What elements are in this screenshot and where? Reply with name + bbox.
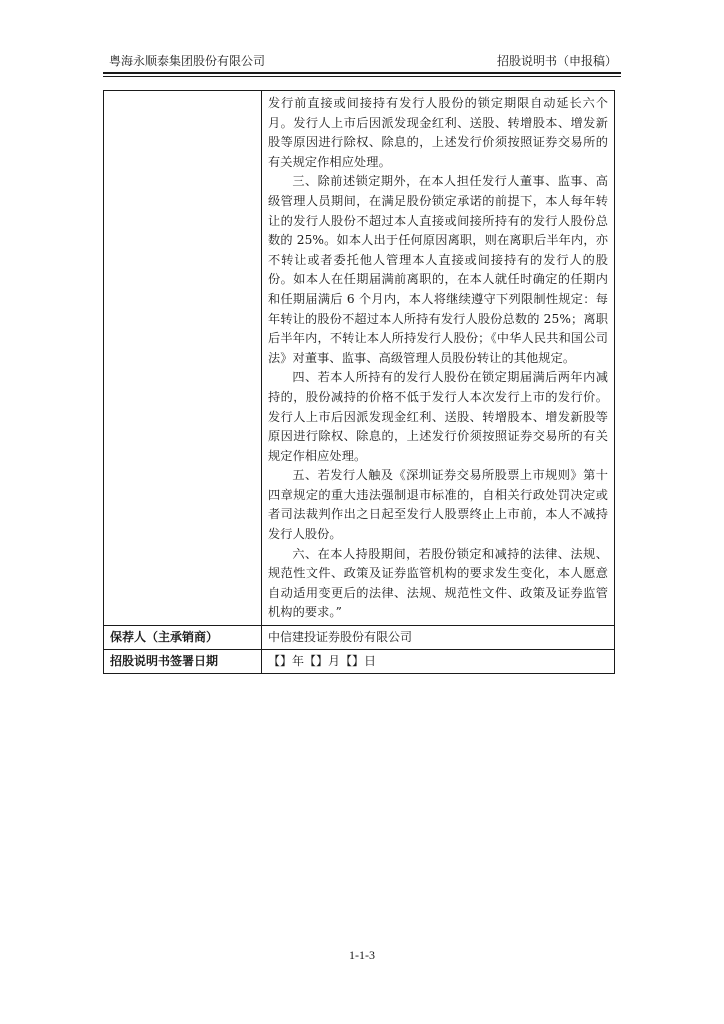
sponsor-label: 保荐人（主承销商）: [104, 626, 262, 650]
commitment-text-cell: [262, 91, 615, 626]
commitment-paragraph: 发行前直接或间接持有发行人股份的锁定期限自动延长六个月。发行人上市后因派发现金红利、送股、转增股本、增发新股等原因进行除权、除息的，上述发行价须按照证券交易所的有关规定作相应处理。: [268, 96, 608, 169]
info-table: [103, 90, 615, 674]
table-row-commitment: [104, 91, 615, 626]
document-title: 招股说明书（申报稿）: [496, 54, 617, 68]
header-rule-thin: [103, 76, 621, 77]
commitment-paragraph: 五、若发行人触及《深圳证券交易所股票上市规则》第十四章规定的重大违法强制退市标准的，自相关行政处罚决定或者司法裁判作出之日起至发行人股票终止上市前，本人不减持发行人股份。: [268, 468, 608, 542]
commitment-paragraph: 六、在本人持股期间，若股份锁定和减持的法律、法规、规范性文件、政策及证券监管机构的要求发生变化，本人愿意自动适用变更后的法律、法规、规范性文件、政策及证券监管机构的要求。”: [268, 546, 608, 620]
company-name: 粤海永顺泰集团股份有限公司: [109, 54, 266, 68]
commitment-label-cell: [104, 91, 262, 626]
commitment-paragraph: 三、除前述锁定期外，在本人担任发行人董事、监事、高级管理人员期间，在满足股份锁定承诺的前提下，本人每年转让的发行人股份不超过本人直接或间接所持有的发行人股份总数的 25%。如本人出于任何原因离职，则在离职后半年内，亦不转让或者委托他人管理本人直接或间接持有的发行人的股份。如本人在任期届满前离职的，在本人就任时确定的任期内和任期届满后 6 个月内，本人将继续遵守下列限制性规定：每年转让的股份不超过本人所持有发行人股份总数的 25%；离职后半年内，不转让本人所持发行人股份；《中华人民共和国公司法》对董事、监事、高级管理人员股份转让的其他规定。: [268, 174, 608, 365]
sign-date-value: 【】年【】月【】日: [262, 650, 615, 674]
sponsor-value: 中信建投证券股份有限公司: [262, 626, 615, 650]
table-row-sign-date: [104, 650, 615, 674]
page-header: [103, 51, 621, 71]
sign-date-label: 招股说明书签署日期: [104, 650, 262, 674]
page-number: 1-1-3: [349, 948, 375, 962]
table-row-sponsor: [104, 626, 615, 650]
header-rule: [103, 72, 621, 74]
commitment-paragraph: 四、若本人所持有的发行人股份在锁定期届满后两年内减持的，股份减持的价格不低于发行人本次发行上市的发行价。发行人上市后因派发现金红利、送股、转增股本、增发新股等原因进行除权、除息的，上述发行价须按照证券交易所的有关规定作相应处理。: [268, 370, 608, 463]
